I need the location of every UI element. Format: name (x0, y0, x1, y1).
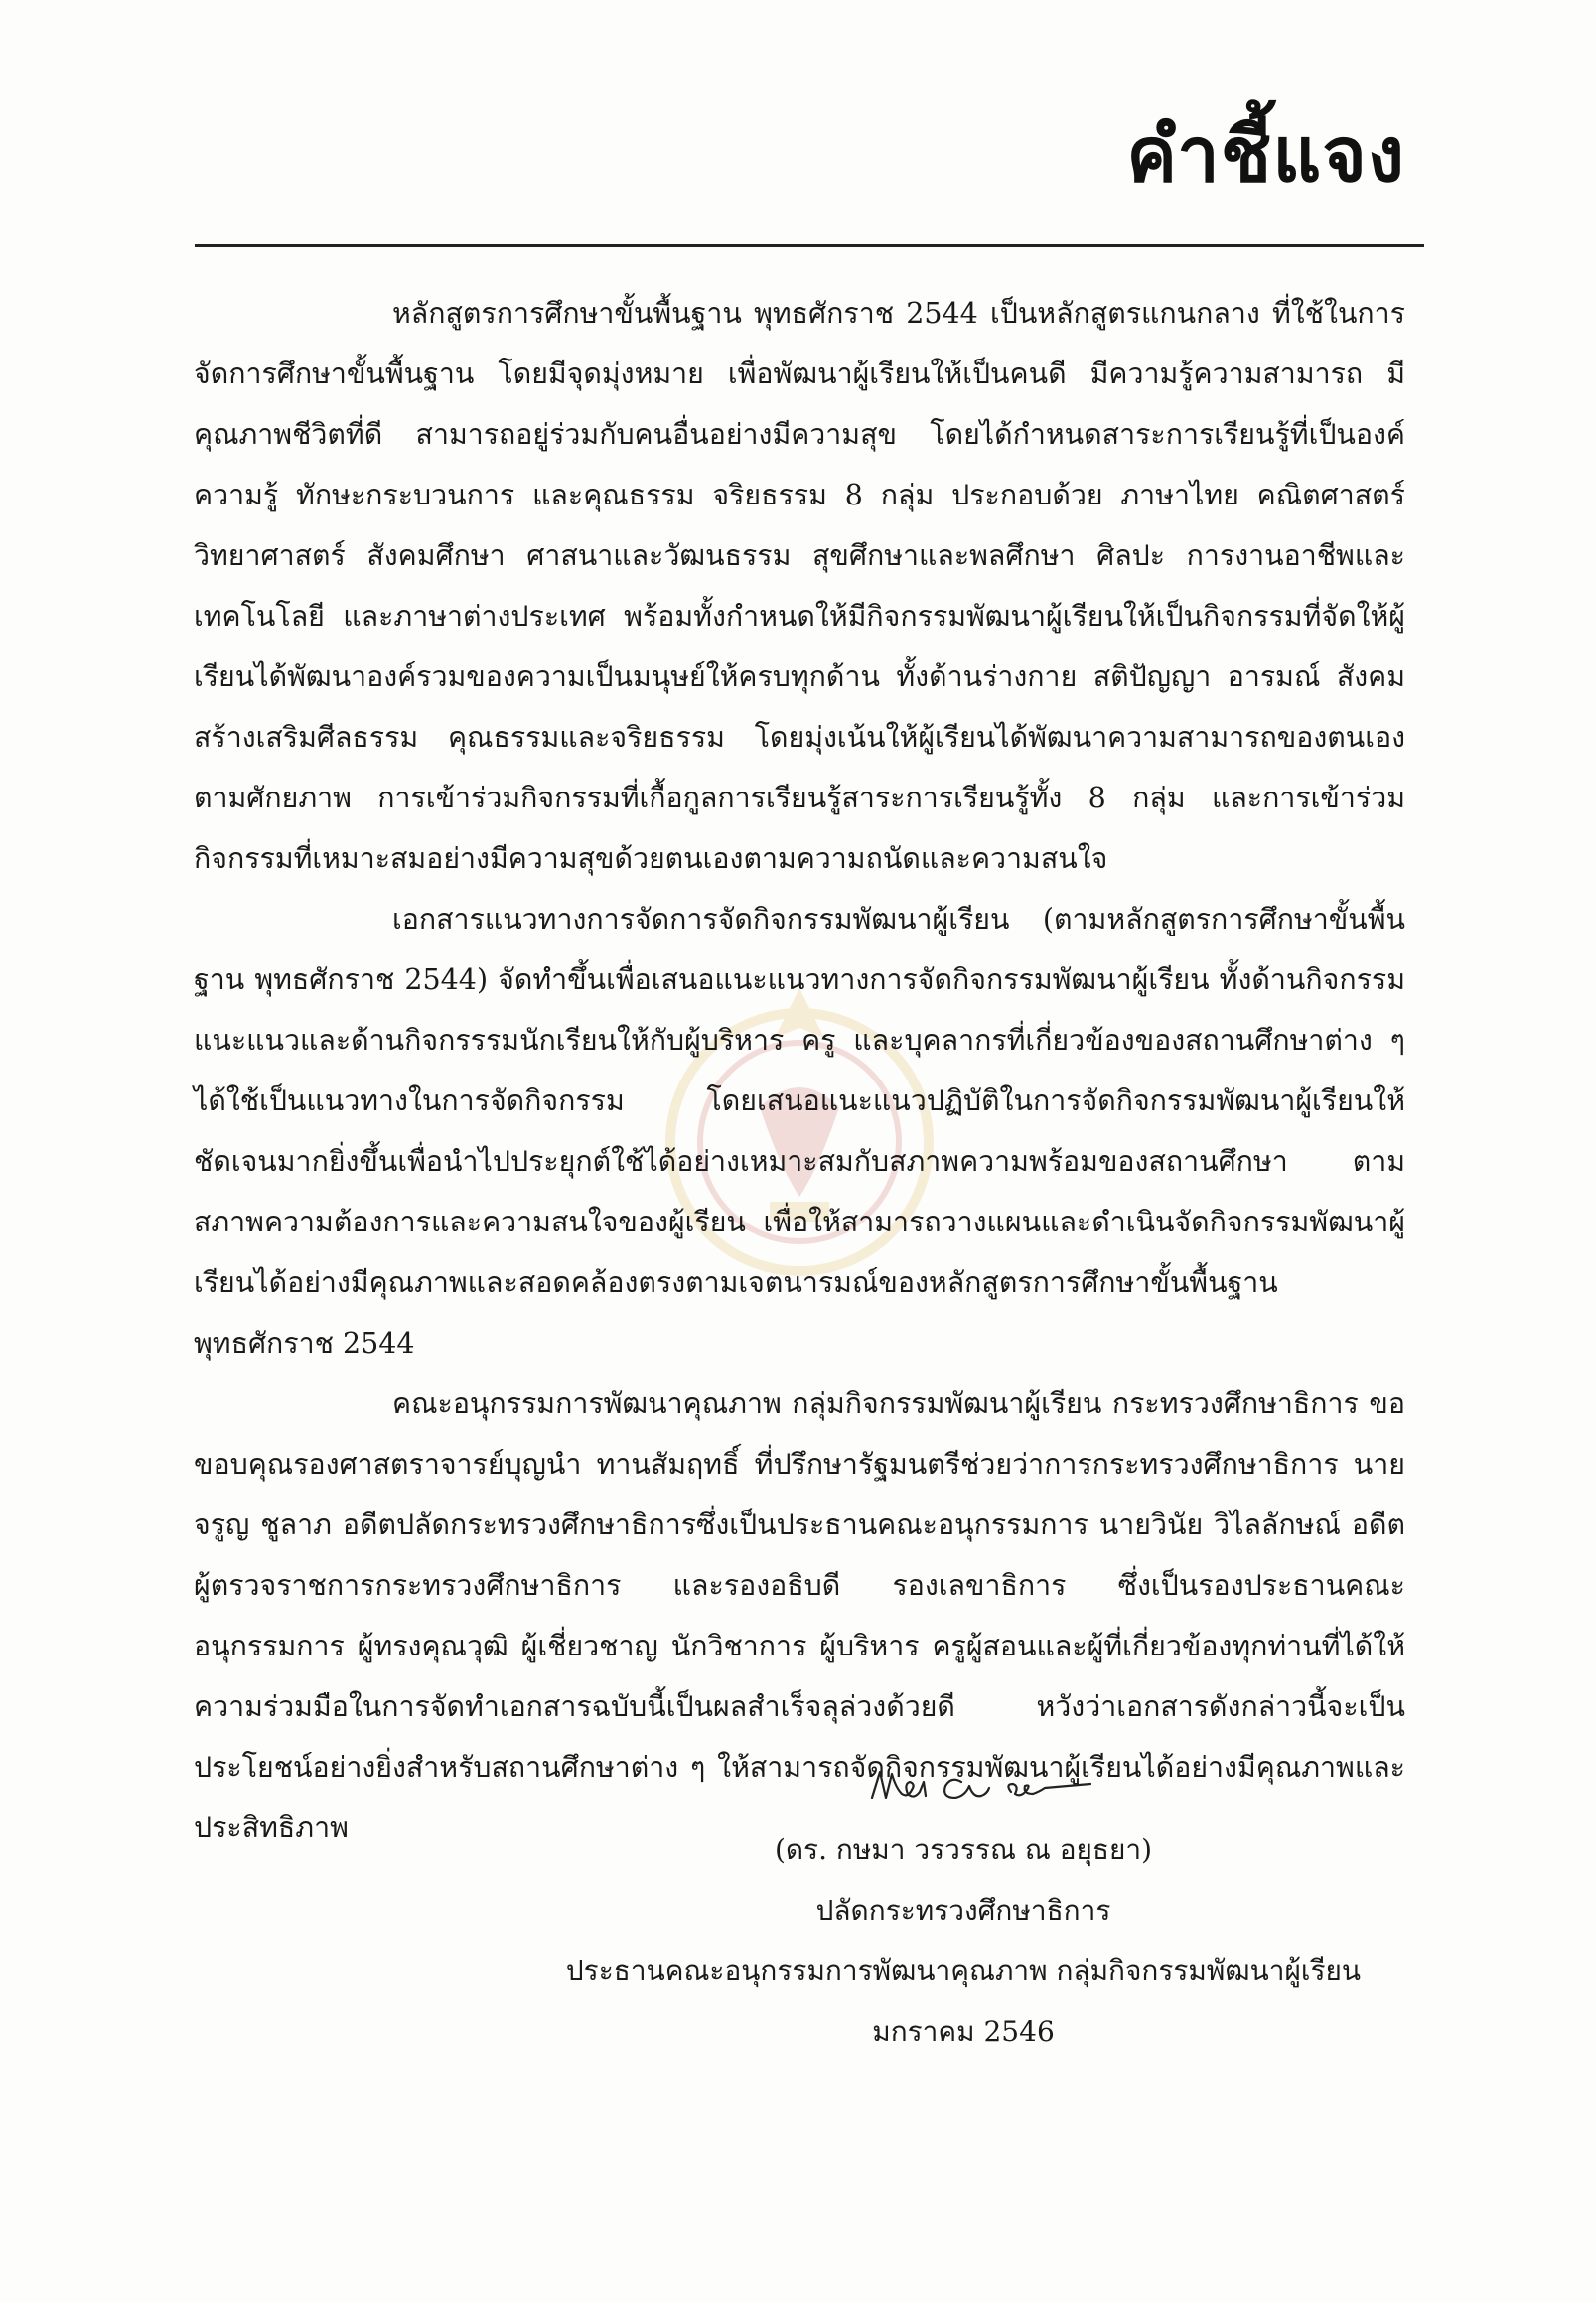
signatory-role: ประธานคณะอนุกรรมการพัฒนาคุณภาพ กลุ่มกิจกรรมพัฒนาผู้เรียน (565, 1954, 1362, 1987)
signatory-position: ปลัดกระทรวงศึกษาธิการ (815, 1894, 1111, 1927)
signatory-name: (ดร. กษมา วรวรรณ ณ อยุธยา) (774, 1833, 1153, 1866)
paragraph: เอกสารแนวทางการจัดการจัดกิจกรรมพัฒนาผู้เรียน (ตามหลักสูตรการศึกษาขั้นพื้นฐาน พุทธศักราช 2544) จัดทำขึ้นเพื่อเสนอแนะแนวทางการจัดกิจกรรมพัฒนาผู้เรียน ทั้งด้านกิจกรรมแนะแนวและด้านกิจกรรรมนักเรียนให้กับผู้บริหาร ครู และบุคลากรที่เกี่ยวข้องของสถานศึกษาต่าง ๆ ได้ใช้เป็นแนวทางในการจัดกิจกรรม โดยเสนอแนะแนวปฏิบัติในการจัดกิจกรรมพัฒนาผู้เรียนให้ชัดเจนมากยิ่งขึ้นเพื่อนำไปประยุกต์ใช้ได้อย่างเหมาะสมกับสภาพความพร้อมของสถานศึกษา ตามสภาพความต้องการและความสนใจของผู้เรียน เพื่อให้สามารถวางแผนและดำเนินจัดกิจกรรมพัฒนาผู้เรียนได้อย่างมีคุณภาพและสอดคล้องตรงตามเจตนารมณ์ของหลักสูตรการศึกษาขั้นพื้นฐาน พุทธศักราช 2544 (194, 903, 1405, 1360)
signature-block (516, 1819, 1410, 2062)
handwritten-signature (862, 1758, 1160, 1817)
paragraph: คณะอนุกรรมการพัฒนาคุณภาพ กลุ่มกิจกรรมพัฒนาผู้เรียน กระทรวงศึกษาธิการ ขอขอบคุณรองศาสตราจารย์บุญนำ ทานสัมฤทธิ์ ที่ปรึกษารัฐมนตรีช่วยว่าการกระทรวงศึกษาธิการ นายจรูญ ชูลาภ อดีตปลัดกระทรวงศึกษาธิการซึ่งเป็นประธานคณะอนุกรรมการ นายวินัย วิไลลักษณ์ อดีตผู้ตรวจราชการกระทรวงศึกษาธิการ และรองอธิบดี รองเลขาธิการ ซึ่งเป็นรองประธานคณะอนุกรรมการ ผู้ทรงคุณวุฒิ ผู้เชี่ยวชาญ นักวิชาการ ผู้บริหาร ครูผู้สอนและผู้ที่เกี่ยวข้องทุกท่านที่ได้ให้ความร่วมมือในการจัดทำเอกสารฉบับนี้เป็นผลสำเร็จลุล่วงด้วยดี หวังว่าเอกสารดังกล่าวนี้จะเป็นประโยชน์อย่างยิ่งสำหรับสถานศึกษาต่าง ๆ ให้สามารถจัดกิจกรรมพัฒนาผู้เรียนได้อย่างมีคุณภาพและประสิทธิภาพ (194, 1387, 1405, 1844)
document-body (194, 283, 1405, 1858)
page-title: คำชี้แจง (1126, 110, 1405, 199)
paragraph: หลักสูตรการศึกษาขั้นพื้นฐาน พุทธศักราช 2544 เป็นหลักสูตรแกนกลาง ที่ใช้ในการจัดการศึกษาขั้นพื้นฐาน โดยมีจุดมุ่งหมาย เพื่อพัฒนาผู้เรียนให้เป็นคนดี มีความรู้ความสามารถ มีคุณภาพชีวิตที่ดี สามารถอยู่ร่วมกับคนอื่นอย่างมีความสุข โดยได้กำหนดสาระการเรียนรู้ที่เป็นองค์ความรู้ ทักษะกระบวนการ และคุณธรรม จริยธรรม 8 กลุ่ม ประกอบด้วย ภาษาไทย คณิตศาสตร์ วิทยาศาสตร์ สังคมศึกษา ศาสนาและวัฒนธรรม สุขศึกษาและพลศึกษา ศิลปะ การงานอาชีพและเทคโนโลยี และภาษาต่างประเทศ พร้อมทั้งกำหนดให้มีกิจกรรมพัฒนาผู้เรียนให้เป็นกิจกรรมที่จัดให้ผู้เรียนได้พัฒนาองค์รวมของความเป็นมนุษย์ให้ครบทุกด้าน ทั้งด้านร่างกาย สติปัญญา อารมณ์ สังคม สร้างเสริมศีลธรรม คุณธรรมและจริยธรรม โดยมุ่งเน้นให้ผู้เรียนได้พัฒนาความสามารถของตนเองตามศักยภาพ การเข้าร่วมกิจกรรมที่เกื้อกูลการเรียนรู้สาระการเรียนรู้ทั้ง 8 กลุ่ม และการเข้าร่วมกิจกรรมที่เหมาะสมอย่างมีความสุขด้วยตนเองตามความถนัดและความสนใจ (194, 297, 1405, 875)
document-date: มกราคม 2546 (872, 2015, 1055, 2048)
heading-divider (195, 244, 1424, 247)
